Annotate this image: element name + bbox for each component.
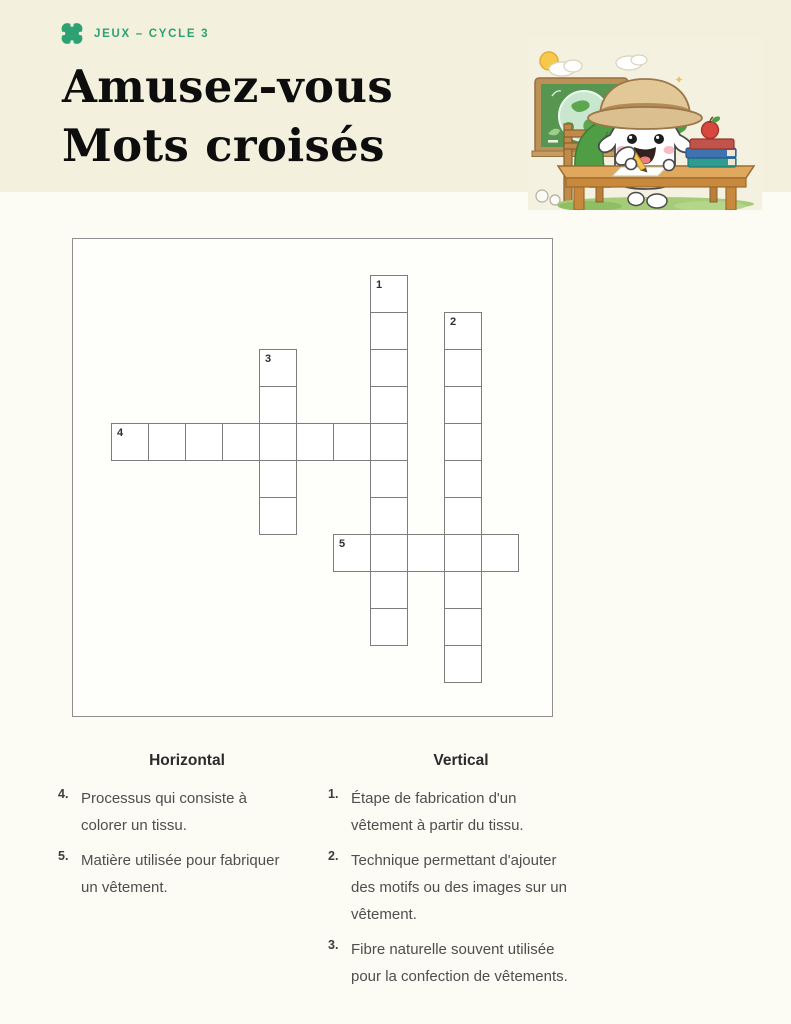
clue-item-number: 5. xyxy=(58,849,69,863)
crossword-cell[interactable] xyxy=(444,423,482,461)
clue-item xyxy=(328,936,594,990)
crossword-cell[interactable] xyxy=(185,423,223,461)
clue-item xyxy=(328,847,594,928)
crossword-cell[interactable] xyxy=(370,386,408,424)
crossword-cell[interactable] xyxy=(444,460,482,498)
crossword-clue-number: 3 xyxy=(265,353,272,365)
crossword-cell[interactable] xyxy=(370,534,408,572)
clue-item-number: 4. xyxy=(58,787,69,801)
crossword-cell[interactable] xyxy=(444,645,482,683)
crossword-cell[interactable] xyxy=(370,571,408,609)
crossword-cell[interactable] xyxy=(444,608,482,646)
crossword-clue-number: 1 xyxy=(376,279,383,291)
crossword-cell[interactable] xyxy=(259,423,297,461)
mascot-hand xyxy=(664,160,675,171)
clue-item-text: Fibre naturelle souvent utilisée pour la confection de vêtements. xyxy=(351,941,568,985)
crossword-cell[interactable] xyxy=(407,534,445,572)
clues-horizontal-list xyxy=(58,785,316,901)
clue-item-number: 2. xyxy=(328,849,339,863)
crossword-cell[interactable] xyxy=(370,497,408,535)
crossword-cell[interactable] xyxy=(444,571,482,609)
crossword-clue-number: 4 xyxy=(117,427,124,439)
crossword-cell[interactable] xyxy=(444,349,482,387)
crossword-cell[interactable] xyxy=(370,423,408,461)
clue-item xyxy=(58,785,316,839)
clue-item xyxy=(58,847,316,901)
crossword-cell[interactable] xyxy=(333,423,371,461)
clover-icon xyxy=(60,21,84,46)
clue-item-text: Technique permettant d'ajouter des motifs ou des images sur un vêtement. xyxy=(351,852,567,923)
clues-vertical-title: Vertical xyxy=(433,752,489,769)
crossword-cell[interactable] xyxy=(481,534,519,572)
crossword-cell[interactable] xyxy=(444,386,482,424)
clue-item-text: Étape de fabrication d'un vêtement à partir du tissu. xyxy=(351,790,524,834)
clue-item xyxy=(328,785,594,839)
crossword-cell[interactable] xyxy=(444,497,482,535)
crossword-cell[interactable] xyxy=(444,534,482,572)
crossword-cell[interactable] xyxy=(148,423,186,461)
page-title-line1: Amusez-vous xyxy=(62,60,393,113)
crossword-cell[interactable] xyxy=(222,423,260,461)
clues-horizontal-title: Horizontal xyxy=(149,752,225,769)
page-title xyxy=(62,58,393,175)
crossword-cell[interactable] xyxy=(296,423,334,461)
mascot-hand xyxy=(626,159,637,170)
clue-item-number: 3. xyxy=(328,938,339,952)
crossword-cell[interactable] xyxy=(259,460,297,498)
crossword-cell[interactable] xyxy=(370,608,408,646)
clues-horizontal-section xyxy=(58,752,316,909)
clues-vertical-section xyxy=(328,752,594,998)
crossword-grid xyxy=(111,275,520,684)
clue-item-text: Processus qui consiste à colorer un tissu. xyxy=(81,790,247,834)
crossword-frame xyxy=(72,238,553,717)
clue-item-text: Matière utilisée pour fabriquer un vêtement. xyxy=(81,852,280,896)
clues-vertical-list xyxy=(328,785,594,990)
crossword-cell[interactable] xyxy=(370,460,408,498)
crossword-cell[interactable] xyxy=(259,386,297,424)
kicker-label: JEUX – CYCLE 3 xyxy=(94,27,210,40)
crossword-cell[interactable] xyxy=(370,349,408,387)
page-title-line2: Mots croisés xyxy=(62,118,385,172)
clue-item-number: 1. xyxy=(328,787,339,801)
crossword-cell[interactable] xyxy=(259,497,297,535)
crossword-clue-number: 5 xyxy=(339,538,346,550)
crossword-cell[interactable] xyxy=(370,312,408,350)
kicker xyxy=(60,21,209,46)
crossword-clue-number: 2 xyxy=(450,316,457,328)
tshirt-mascot-writing-at-desk-illustration xyxy=(528,38,762,210)
book-stack xyxy=(686,139,736,167)
